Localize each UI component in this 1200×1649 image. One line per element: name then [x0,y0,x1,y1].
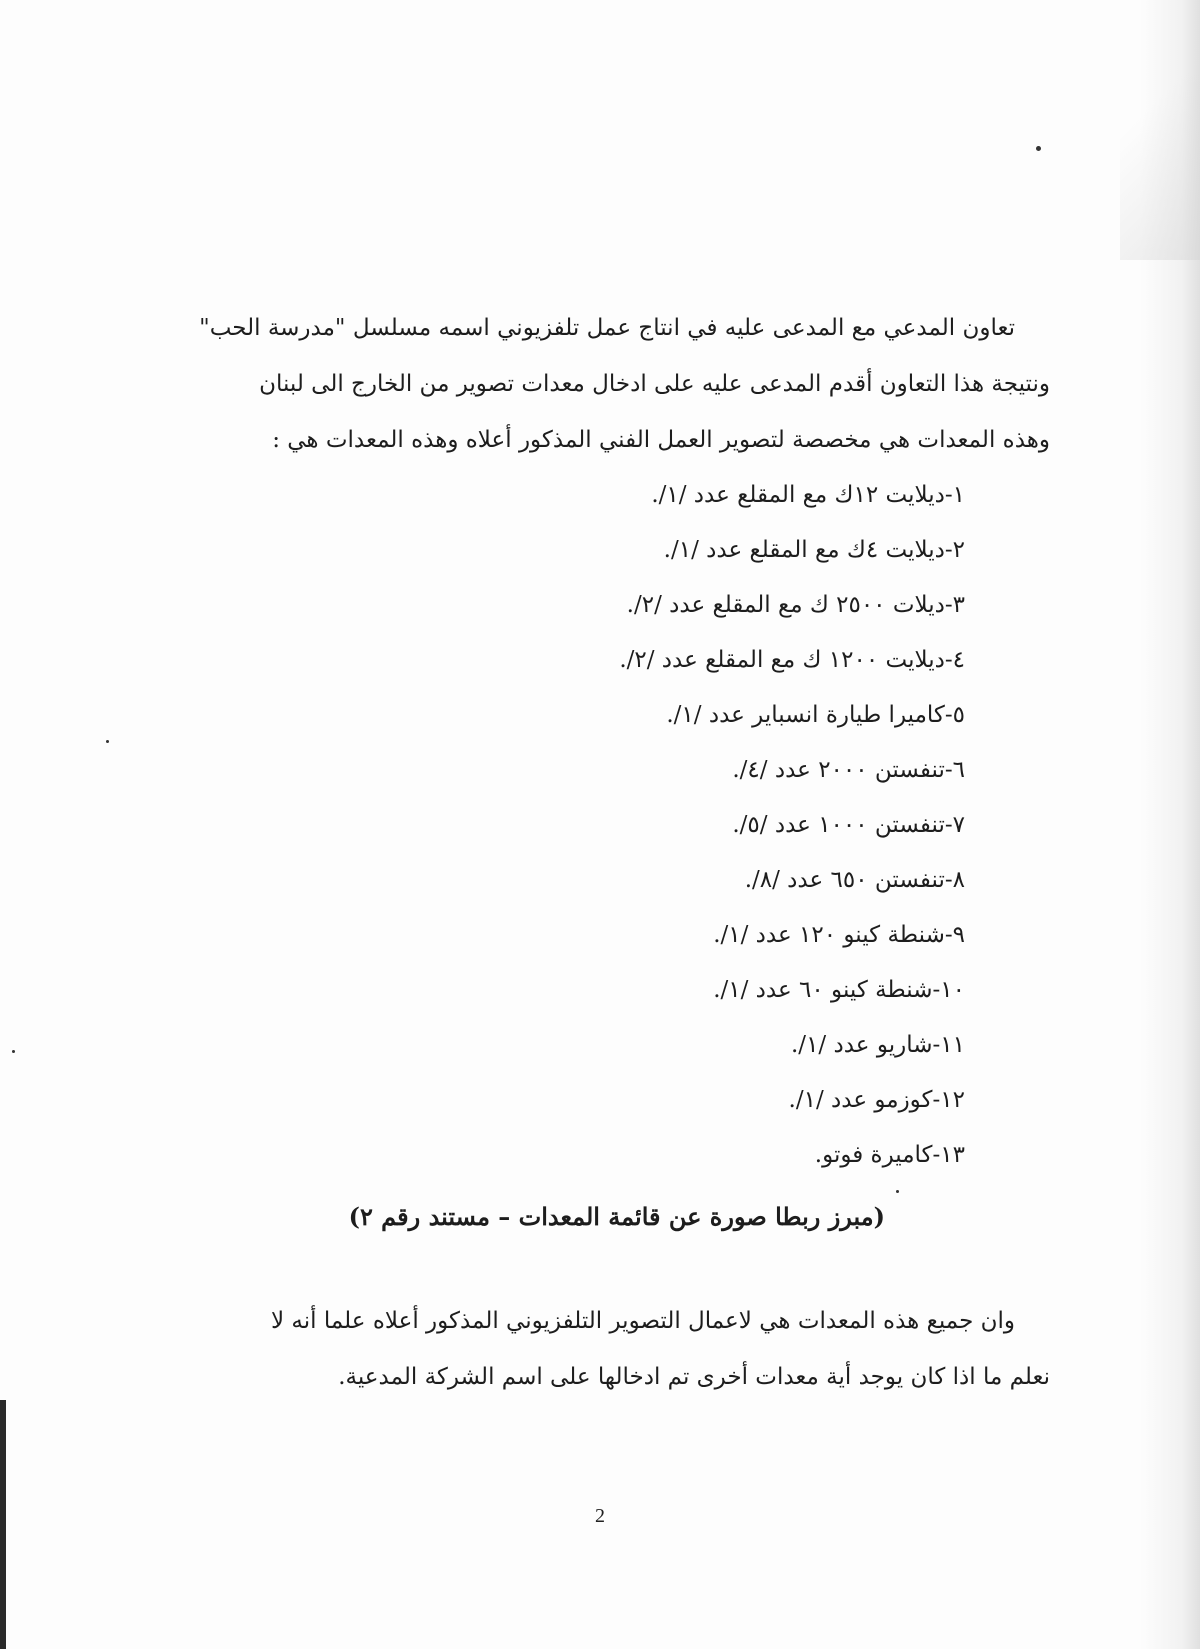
scan-speck [12,1050,15,1053]
equipment-item: ٣-ديلات ٢٥٠٠ ك مع المقلع عدد /٢/. [626,592,965,618]
intro-line: ونتيجة هذا التعاون أقدم المدعى عليه على ادخال معدات تصوير من الخارج الى لبنان [259,371,1050,397]
equipment-list [170,468,1050,1183]
page-number: 2 [595,1505,605,1527]
intro-paragraph [170,300,1050,468]
scan-speck [106,740,109,743]
closing-paragraph [170,1293,1050,1405]
equipment-item: ٤-ديلايت ١٢٠٠ ك مع المقلع عدد /٢/. [619,647,965,673]
exhibit-note: (مبرز ربطا صورة عن قائمة المعدات – مستند رقم ٢) [348,1202,885,1231]
scan-corner-shadow [1120,0,1200,260]
equipment-item: ٩-شنطة كينو ١٢٠ عدد /١/. [713,922,965,948]
intro-line: وهذه المعدات هي مخصصة لتصوير العمل الفني المذكور أعلاه وهذه المعدات هي : [272,427,1050,453]
equipment-item: ١٢-كوزمو عدد /١/. [788,1087,965,1113]
equipment-item: ٦-تنفستن ٢٠٠٠ عدد /٤/. [732,757,965,783]
closing-line: نعلم ما اذا كان يوجد أية معدات أخرى تم ادخالها على اسم الشركة المدعية. [338,1364,1050,1390]
equipment-item: ٥-كاميرا طيارة انسباير عدد /١/. [666,702,965,728]
equipment-item: ١٠-شنطة كينو ٦٠ عدد /١/. [713,977,965,1003]
intro-line: تعاون المدعي مع المدعى عليه في انتاج عمل تلفزيوني اسمه مسلسل "مدرسة الحب" [199,315,1015,341]
equipment-item: ١١-شاريو عدد /١/. [791,1032,965,1058]
equipment-item: ٢-ديلايت ٤ك مع المقلع عدد /١/. [663,537,965,563]
equipment-item: ٧-تنفستن ١٠٠٠ عدد /٥/. [732,812,965,838]
equipment-item: ١-ديلايت ١٢ك مع المقلع عدد /١/. [651,482,965,508]
document-body [170,300,1050,1405]
scan-speck [1036,146,1041,151]
equipment-item: ١٣-كاميرة فوتو. [814,1142,965,1168]
equipment-item: ٨-تنفستن ٦٥٠ عدد /٨/. [744,867,965,893]
closing-line: وان جميع هذه المعدات هي لاعمال التصوير التلفزيوني المذكور أعلاه علما أنه لا [271,1308,1015,1334]
